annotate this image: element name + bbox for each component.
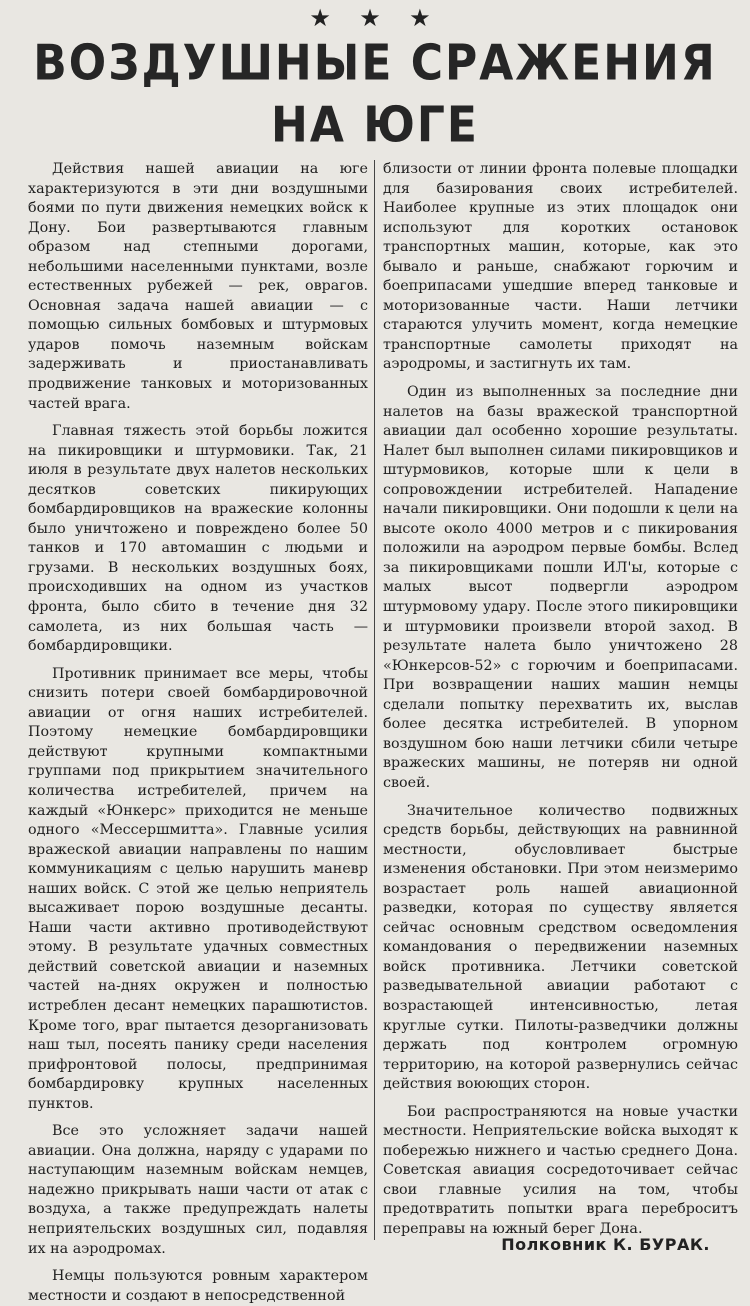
column-divider [374,160,375,1240]
author-signature: Полковник К. БУРАК. [501,1235,710,1254]
headline-line-2: НА ЮГЕ [271,96,479,155]
paragraph: Противник принимает все меры, чтобы снизить потери своей бомбардировочной авиации от огня наших истребителей. Поэтому немецкие бомбардировщики действуют крупными компактными группами под прикрытием значительного количества истребителей, причем на каждый «Юнкерс» приходится не меньше одного «Мессершмитта». Главные усилия вражеской авиации направлены по нашим коммуникациям с целью нарушить маневр наших войск. С этой же целью неприятель высаживает порою воздушные десанты. Наши части активно противодействуют этому. В результате удачных совместных действий советской авиации и наземных частей на-днях окружен и полностью истреблен десант немецких парашютистов. Кроме того, враг пытается дезорганизовать наш тыл, посеять панику среди населения прифронтовой полосы, предпринимая бомбардировку крупных населенных пунктов. [28,665,368,1112]
stars-ornament: ★ ★ ★ [309,4,441,32]
paragraph: Значительное количество подвижных средств борьбы, действующих на равнинной местности, обусловливает быстрые изменения обстановки. При этом неизмеримо возрастает роль нашей авиационной разведки, которая по существу является сейчас основным средством осведомления командования о передвижении наземных войск противника. Летчики советской разведывательной авиации работают с возрастающей интенсивностью, летая круглые сутки. Пилоты-разведчики должны держать под контролем огромную территорию, на которой развернулись сейчас действия воюющих сторон. [383,802,738,1093]
paragraph: Бои распространяются на новые участки местности. Неприятельские войска выходят к побережью нижнего и частью среднего Дона. Советская авиация сосредоточивает сейчас свои главные усилия на том, чтобы предотвратить попытки врага переброситъ переправы на южный берег Дона. [383,1103,738,1237]
paragraph: Один из выполненных за последние дни налетов на базы вражеской транспортной авиации дал особенно хорошие результаты. Налет был выполнен силами пикировщиков и штурмовиков, которые шли к цели в сопровождении истребителей. Нападение начали пикировщики. Они подошли к цели на высоте около 4000 метров и с пикирования положили на аэродром первые бомбы. Вслед за пикировщиками пошли ИЛ'ы, которые с малых высот подвергли аэродром штурмовому удару. После этого пикировщики и штурмовики произвели второй заход. В результате налета было уничтожено 28 «Юнкерсов-52» с горючим и боеприпасами. При возвращении наших машин немцы сделали попытку перехватить их, выслав более десятка истребителей. В упорном воздушном бою наши летчики сбили четыре вражеских машины, не потеряв ни одной своей. [383,384,738,791]
headline-line-1: ВОЗДУШНЫЕ СРАЖЕНИЯ [33,34,717,93]
paragraph: Немцы пользуются ровным характером местности и создают в непосредственной [28,1268,368,1304]
paragraph: Все это усложняет задачи нашей авиации. Она должна, наряду с ударами по наступающим наземным войскам немцев, надежно прикрывать наши части от атак с воздуха, а также предупреждать налеты неприятельских воздушных сил, подавляя их на аэродромах. [28,1123,368,1257]
paragraph: Главная тяжесть этой борьбы ложится на пикировщики и штурмовики. Так, 21 июля в результате двух налетов нескольких десятков советских пикирующих бомбардировщиков на вражеские колонны было уничтожено и повреждено более 50 танков и 170 автомашин с людьми и грузами. В нескольких воздушных боях, происходивших на одном из участков фронта, было сбито в течение дня 32 самолета, из них большая часть — бомбардировщики. [28,423,368,655]
article-column-left [28,160,368,1304]
paragraph-continued: близости от линии фронта полевые площадки для базирования своих истребителей. Наиболее крупные из этих площадок они используют для коротких остановок транспортных машин, которые, как это бывало и раньше, снабжают горючим и боеприпасами ушедшие вперед танковые и моторизованные части. Наши летчики стараются улучить момент, когда немецкие транспортные самолеты приходят на аэродромы, и застигнуть их там. [383,161,738,373]
paragraph: Действия нашей авиации на юге характеризуются в эти дни воздушными боями по пути движения немецких войск к Дону. Бои развертываются главным образом над степными дорогами, небольшими населенными пунктами, возле естественных рубежей — рек, оврагов. Основная задача нашей авиации — с помощью сильных бомбовых и штурмовых ударов помочь наземным войскам задерживать и приостанавливать продвижение танковых и моторизованных частей врага. [28,161,368,412]
article-column-right [383,160,738,1237]
